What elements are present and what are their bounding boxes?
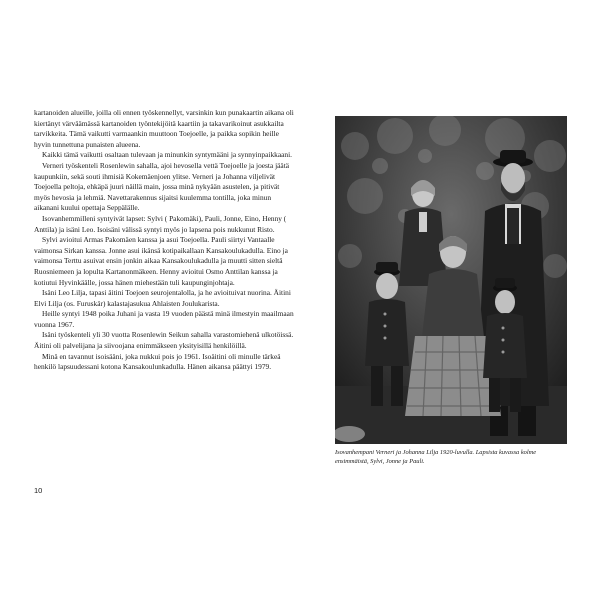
photo-caption: Isovanhempani Verneri ja Johanna Lilja 1920-luvulla. Lapsista kuvassa kolme ensimmäistä, Sylvi, Jonne ja Pauli. xyxy=(335,449,537,465)
paragraph: Isäni Leo Lilja, tapasi äitini Toejoen seurojentalolla, ja he avioituivat nuorina. Äitini Elvi Lilja (os. Furuskär) kalastajasukua Ahlaisten Joulukarista. xyxy=(34,288,291,308)
family-photo-illustration xyxy=(335,116,567,444)
paragraph: Kaikki tämä vaikutti osaltaan tulevaan ja minunkin syntymääni ja synnyinpaikkaani. xyxy=(42,150,292,160)
paragraph: kartanoiden alueille, joilla oli ennen työskennellyt, varsinkin kun punakaartin aikana oli kiertänyt värväämässä kartanoiden työntekijöitä kaartiin ja takavarikoinut asukkailta tarvikkeita. Tämä vaikutti varmaankin muuttoon Toejoelle, ja paikka sopikin heille hyvin tunnettuna punaisten alueena. xyxy=(34,108,294,149)
paragraph: Sylvi avioitui Armas Pakomäen kanssa ja asui Toejoella. Pauli siirtyi Vantaalle vaimonsa Sirkan kanssa. Jonne asui ikänsä kotipaikallaan Kansakoulukadulla. Eino ja vaimonsa Terttu asuivat ensin jonkin aikaa Kansakoulukadulla ja muutti sitten sieltä Ruosniemeen ja lopulta Kartanonmäkeen. Henny avioitui Osmo Anttilan kanssa ja kotiutui Hyvinkäälle, jossa hänen miehestään tuli kaupunginjohtaja. xyxy=(34,235,288,287)
paragraph: Isovanhemmilleni syntyivät lapset: Sylvi ( Pakomäki), Pauli, Jonne, Eino, Henny ( Anttila) ja isäni Leo. Isoisäni välissä syntyi myös jo lapsena pois nukkunut Risto. xyxy=(34,213,287,234)
paragraph: Heille syntyi 1948 poika Juhani ja vasta 19 vuoden päästä minä ilmestyin maailmaan vuonna 1967. xyxy=(34,309,294,329)
paragraph: Minä en tavannut isoisääni, joka nukkui pois jo 1961. Isoäitini oli minulle tärkeä henkilö lapsuudessani kotona Kansakoulunkadulla. Hänen aikansa päättyi 1979. xyxy=(34,351,281,372)
page-number: 10 xyxy=(34,486,43,495)
left-page-text xyxy=(34,108,296,373)
paragraph: Isäni työskenteli yli 30 vuotta Rosenlewin Seikun sahalla varastomiehenä ulkotöissä. Äitini oli palvelijana ja siivoojana enimmäkseen yksityisillä henkilöillä. xyxy=(34,330,294,351)
family-photo xyxy=(335,116,567,444)
paragraph: Verneri työskenteli Rosenlewin sahalla, ajoi hevosella vettä Toejoelle ja joesta jäätä kaupunkiin, sekä souti ihmisiä Kokemäenjoen ylitse. Verneri ja Johanna viljelivät Toejoella peltoja, ehkäpä juuri näillä main, jossa minä nykyään asustelen, ja pitivät myös hevosia ja lehmiä. Navettarakennus sijaitsi kuulemma tontilla, joka minun aikanani kuului opettaja Seppälälle. xyxy=(34,160,290,213)
